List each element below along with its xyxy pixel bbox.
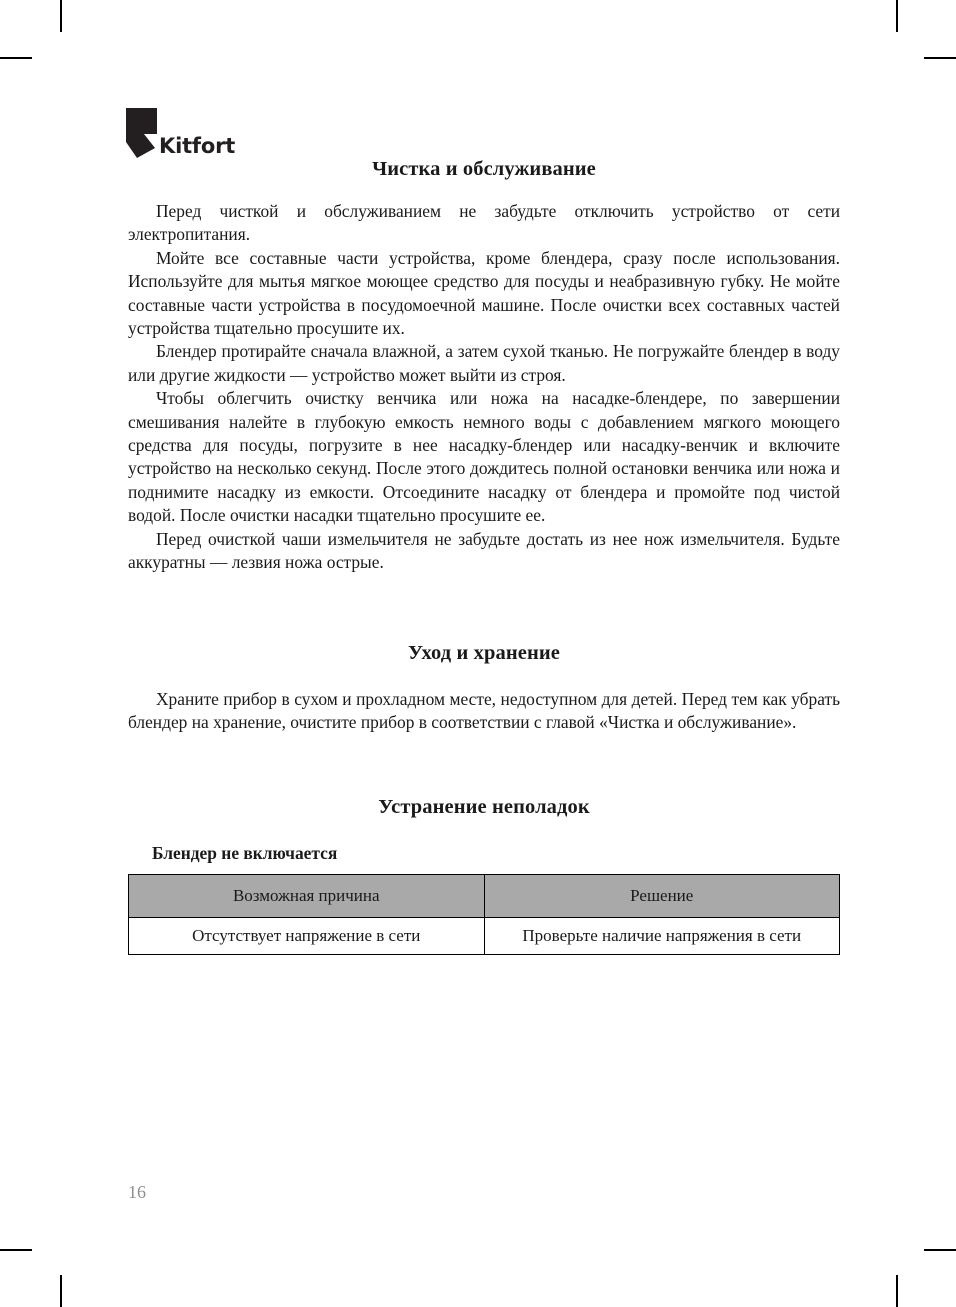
paragraph: Блендер протирайте сначала влажной, а затем сухой тканью. Не погружайте блендер в воду или другие жидкости — устройство может выйти из строя. bbox=[128, 341, 840, 385]
section-body-care bbox=[128, 688, 840, 735]
brand-name: Kitfort bbox=[159, 134, 236, 158]
kitfort-flag-logo-icon bbox=[126, 108, 157, 158]
table-header-cause: Возможная причина bbox=[129, 875, 485, 918]
section-title-cleaning: Чистка и обслуживание bbox=[372, 158, 596, 180]
troubleshooting-table bbox=[128, 874, 840, 955]
section-body-cleaning bbox=[128, 200, 840, 575]
crop-mark-left-top-horizontal bbox=[0, 57, 32, 59]
crop-mark-top-right-vertical bbox=[896, 0, 898, 32]
table-row bbox=[129, 918, 840, 955]
page-number: 16 bbox=[128, 1182, 146, 1202]
crop-mark-bottom-right-vertical bbox=[896, 1275, 898, 1307]
table-cell-solution: Проверьте наличие напряжения в сети bbox=[484, 918, 840, 955]
paragraph: Храните прибор в сухом и прохладном месте, недоступном для детей. Перед тем как убрать блендер на хранение, очистите прибор в соответствии с главой «Чистка и обслуживание». bbox=[128, 689, 840, 733]
subheading-blender-not-starting: Блендер не включается bbox=[152, 843, 338, 863]
section-title-troubleshooting: Устранение неполадок bbox=[378, 796, 590, 818]
paragraph: Перед очисткой чаши измельчителя не забудьте достать из нее нож измельчителя. Будьте аккуратны — лезвия ножа острые. bbox=[128, 528, 840, 573]
crop-mark-bottom-left-vertical bbox=[60, 1275, 62, 1307]
brand-logo bbox=[126, 108, 235, 158]
crop-mark-left-bottom-horizontal bbox=[0, 1249, 32, 1251]
section-title-care: Уход и хранение bbox=[408, 642, 560, 664]
table-header-solution: Решение bbox=[484, 875, 840, 918]
table-header-row bbox=[129, 875, 840, 918]
paragraph: Чтобы облегчить очистку венчика или ножа на насадке-блендере, по завершении смешивания налейте в глубокую емкость немного воды с добавлением мягкого моющего средства для посуды, погрузите в нее насадку-блендер или насадку-венчик и включите устройство на несколько секунд. После этого дождитесь полной остановки венчика или ножа и поднимите насадку из емкости. Отсоедините насадку от блендера и промойте под чистой водой. После очистки насадки тщательно просушите ее. bbox=[128, 388, 840, 526]
document-page bbox=[128, 0, 840, 1307]
paragraph: Перед чисткой и обслуживанием не забудьте отключить устройство от сети электропитания. bbox=[128, 201, 840, 245]
table-cell-cause: Отсутствует напряжение в сети bbox=[129, 918, 485, 955]
crop-mark-right-bottom-horizontal bbox=[924, 1249, 956, 1251]
crop-mark-right-top-horizontal bbox=[924, 57, 956, 59]
crop-mark-top-left-vertical bbox=[60, 0, 62, 32]
paragraph: Мойте все составные части устройства, кроме блендера, сразу после использования. Используйте для мытья мягкое моющее средство для посуды и неабразивную губку. Не мойте составные части устройства в посудомоечной машине. После очистки всех составных частей устройства тщательно просушите их. bbox=[128, 247, 840, 339]
